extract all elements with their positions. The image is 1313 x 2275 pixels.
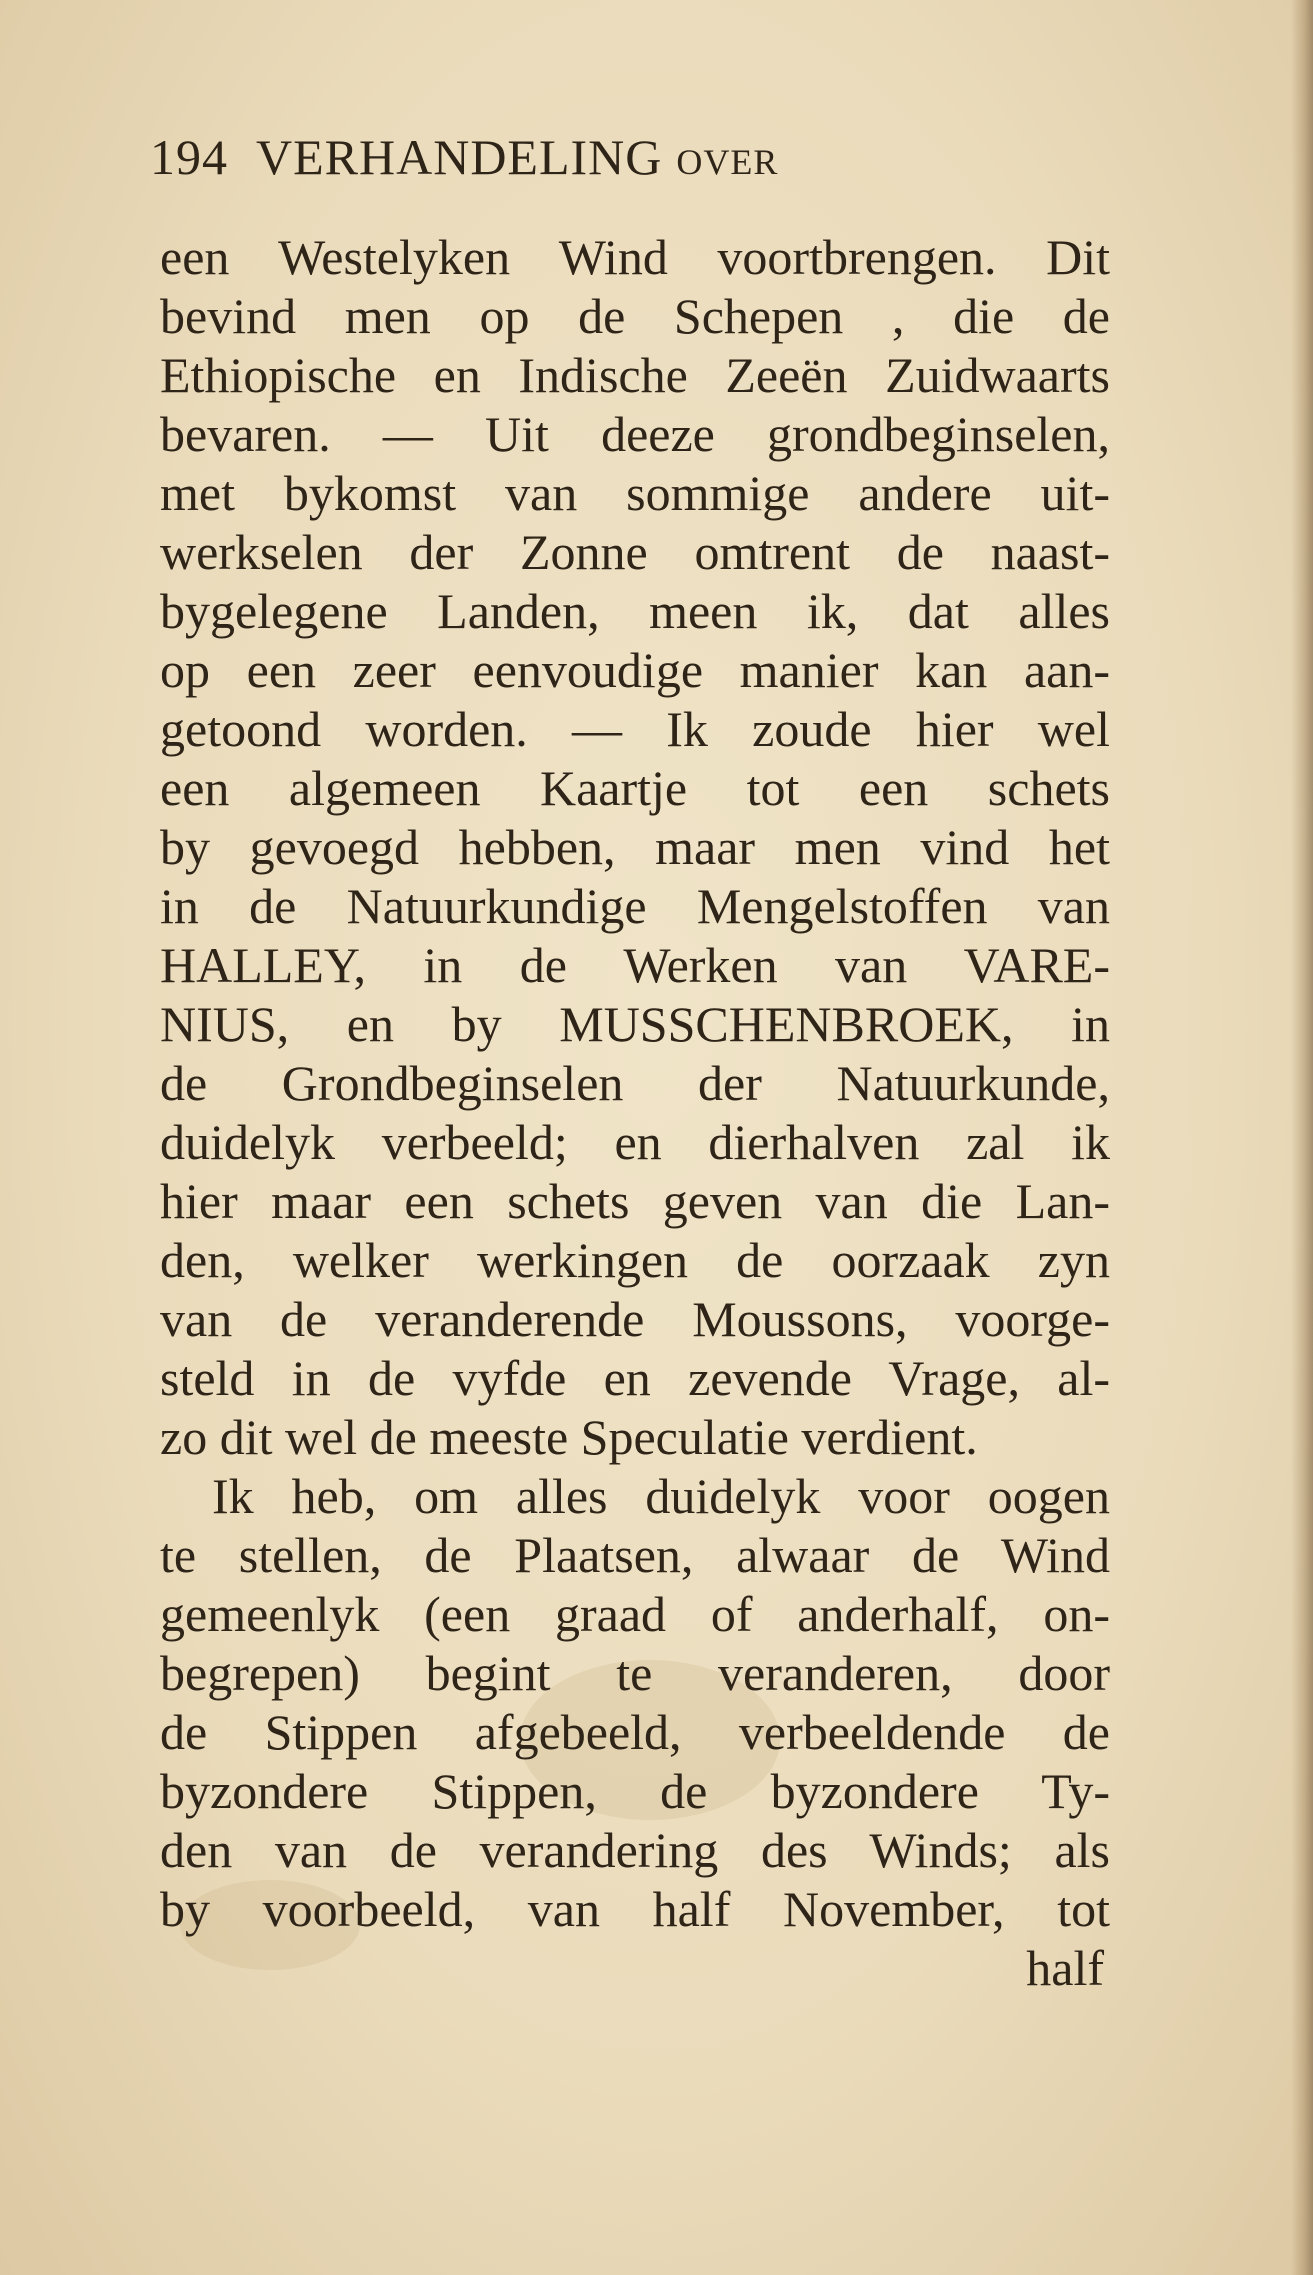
body-text <box>160 228 1110 1998</box>
running-title-continuation: OVER <box>676 142 779 182</box>
text-line: hier maar een schets geven van die Lan- <box>160 1173 1110 1229</box>
text-line: bygelegene Landen, meen ik, dat alles <box>160 583 1110 639</box>
text-line: bevaren. — Uit deeze grondbeginselen, <box>160 406 1110 462</box>
page-header <box>150 128 1150 198</box>
text-line: gemeenlyk (een graad of anderhalf, on- <box>160 1586 1110 1642</box>
text-line: bevind men op de Schepen , die de <box>160 288 1110 344</box>
text-line: Ethiopische en Indische Zeeën Zuidwaarts <box>160 347 1110 403</box>
text-line: den, welker werkingen de oorzaak zyn <box>160 1232 1110 1288</box>
page-edge-shadow <box>1291 0 1313 2275</box>
text-line: op een zeer eenvoudige manier kan aan- <box>160 642 1110 698</box>
text-line: getoond worden. — Ik zoude hier wel <box>160 701 1110 757</box>
text-line: HALLEY, in de Werken van VARE- <box>160 937 1110 993</box>
paragraph-2 <box>160 1467 1110 1939</box>
text-line: de Stippen afgebeeld, verbeeldende de <box>160 1704 1110 1760</box>
text-line: NIUS, en by MUSSCHENBROEK, in <box>160 996 1110 1052</box>
running-title: VERHANDELING <box>256 129 663 185</box>
text-line: van de veranderende Moussons, voorge- <box>160 1291 1110 1347</box>
catchword: half <box>1026 1940 1104 1996</box>
text-line: by gevoegd hebben, maar men vind het <box>160 819 1110 875</box>
text-line: in de Natuurkundige Mengelstoffen van <box>160 878 1110 934</box>
text-line: den van de verandering des Winds; als <box>160 1822 1110 1878</box>
paragraph-1 <box>160 228 1110 1467</box>
text-line: werkselen der Zonne omtrent de naast- <box>160 524 1110 580</box>
text-line: duidelyk verbeeld; en dierhalven zal ik <box>160 1114 1110 1170</box>
text-line: met bykomst van sommige andere uit- <box>160 465 1110 521</box>
text-line: by voorbeeld, van half November, tot <box>160 1881 1110 1937</box>
text-line: de Grondbeginselen der Natuurkunde, <box>160 1055 1110 1111</box>
text-line: een algemeen Kaartje tot een schets <box>160 760 1110 816</box>
text-line: zo dit wel de meeste Speculatie verdient. <box>160 1409 978 1465</box>
page-number: 194 <box>150 129 228 185</box>
text-line: byzondere Stippen, de byzondere Ty- <box>160 1763 1110 1819</box>
text-line: steld in de vyfde en zevende Vrage, al- <box>160 1350 1110 1406</box>
text-line: Ik heb, om alles duidelyk voor oogen <box>212 1468 1110 1524</box>
text-line: begrepen) begint te veranderen, door <box>160 1645 1110 1701</box>
text-line: te stellen, de Plaatsen, alwaar de Wind <box>160 1527 1110 1583</box>
text-line: een Westelyken Wind voortbrengen. Dit <box>160 229 1110 285</box>
